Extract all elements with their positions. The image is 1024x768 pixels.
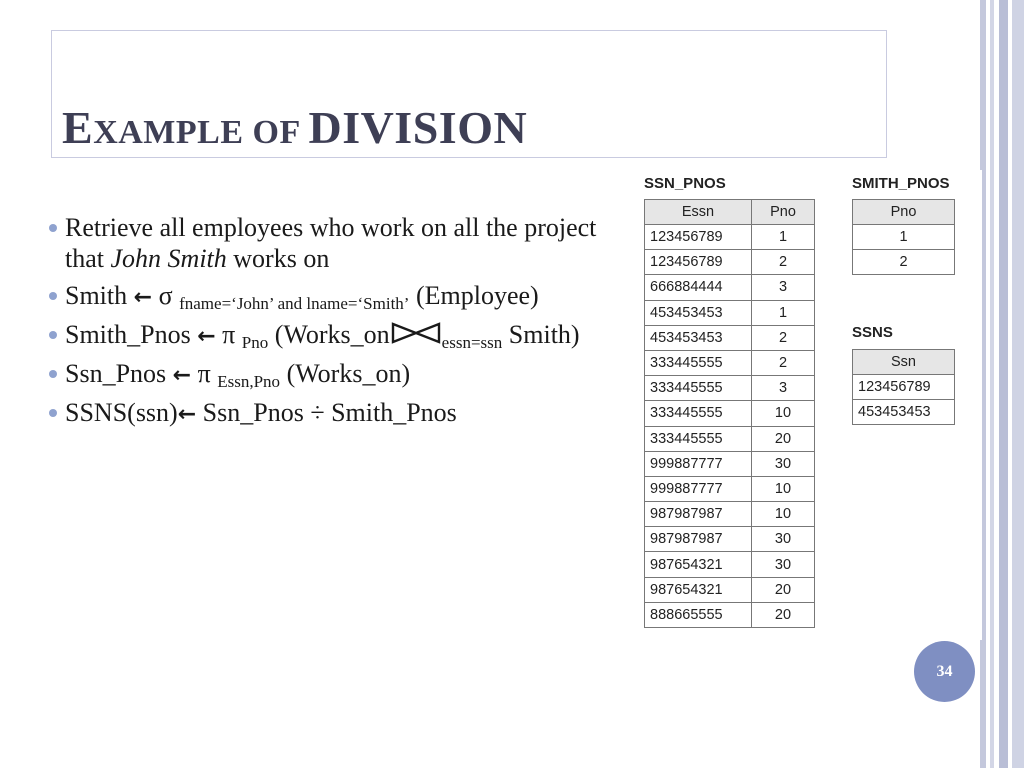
- table-row: [645, 476, 815, 501]
- table-cell: 333445555: [645, 401, 752, 426]
- bullet-subscript: Pno: [241, 333, 269, 352]
- table-row: [853, 375, 955, 400]
- table-row: [645, 401, 815, 426]
- table-row: [853, 250, 955, 275]
- table-cell: 2: [752, 350, 815, 375]
- table-cell: 2: [752, 325, 815, 350]
- bullet-text: SSNS(ssn): [65, 398, 178, 427]
- table-cell: 987654321: [645, 552, 752, 577]
- table-cell: 2: [752, 250, 815, 275]
- pi-symbol: π: [191, 359, 218, 388]
- bullet-item: [46, 319, 606, 352]
- table-cell: 30: [752, 527, 815, 552]
- table-row: [645, 275, 815, 300]
- table-cell: 20: [752, 602, 815, 627]
- bullet-dot-icon: [49, 292, 57, 300]
- decor-stripe: [1012, 0, 1024, 768]
- bullet-italic: John Smith: [110, 244, 227, 273]
- table-cell: 123456789: [853, 375, 955, 400]
- table-row: [645, 426, 815, 451]
- table-cell: 453453453: [645, 300, 752, 325]
- bullet-text: (Employee): [409, 281, 539, 310]
- table-cell: 333445555: [645, 426, 752, 451]
- table-row: [853, 400, 955, 425]
- table-cell: 888665555: [645, 602, 752, 627]
- bullet-text: Ssn_Pnos: [65, 359, 173, 388]
- bullet-text: (Works_on: [268, 320, 390, 349]
- bullet-text: (Works_on): [280, 359, 411, 388]
- bullet-dot-icon: [49, 331, 57, 339]
- table-cell: 20: [752, 426, 815, 451]
- table-ssns: [852, 349, 955, 425]
- table-row: [645, 325, 815, 350]
- table-row: [645, 527, 815, 552]
- bullet-subscript: essn=ssn: [441, 333, 503, 352]
- title-small-caps: XAMPLE OF: [93, 114, 309, 151]
- table-cell: 20: [752, 577, 815, 602]
- table-name-ssn-pnos: SSN_PNOS: [644, 175, 726, 192]
- table-cell: 30: [752, 552, 815, 577]
- table-cell: 453453453: [853, 400, 955, 425]
- pi-symbol: π: [215, 320, 242, 349]
- bullet-text: Ssn_Pnos ÷ Smith_Pnos: [196, 398, 457, 427]
- slide-title: [62, 102, 527, 159]
- bullet-item: [46, 358, 606, 391]
- bullet-text: Smith): [502, 320, 580, 349]
- decor-stripe: [990, 0, 994, 768]
- table-cell: 2: [853, 250, 955, 275]
- table-row: [645, 502, 815, 527]
- table-row: [645, 602, 815, 627]
- table-row: [645, 350, 815, 375]
- bullet-dot-icon: [49, 409, 57, 417]
- table-cell: 3: [752, 376, 815, 401]
- table-smith-pnos: [852, 199, 955, 275]
- table-cell: 999887777: [645, 451, 752, 476]
- bullet-dot-icon: [49, 224, 57, 232]
- title-first-letter: E: [62, 102, 94, 153]
- left-arrow-icon: ←: [133, 285, 153, 310]
- left-arrow-icon: ←: [197, 324, 216, 349]
- table-cell: 30: [752, 451, 815, 476]
- table-cell: 333445555: [645, 350, 752, 375]
- table-cell: 987654321: [645, 577, 752, 602]
- column-header: Essn: [645, 200, 752, 225]
- table-cell: 3: [752, 275, 815, 300]
- table-cell: 1: [853, 225, 955, 250]
- table-row: [645, 451, 815, 476]
- table-name-ssns: SSNS: [852, 324, 893, 341]
- table-cell: 666884444: [645, 275, 752, 300]
- table-cell: 1: [752, 300, 815, 325]
- table-row: [645, 552, 815, 577]
- left-arrow-icon: ←: [177, 402, 197, 427]
- bullet-subscript: fname=‘John’ and lname=‘Smith’: [179, 294, 410, 313]
- title-main: DIVISION: [308, 102, 528, 153]
- column-header: Pno: [853, 200, 955, 225]
- left-arrow-icon: ←: [172, 363, 192, 388]
- column-header: Pno: [752, 200, 815, 225]
- table-cell: 987987987: [645, 502, 752, 527]
- table-cell: 453453453: [645, 325, 752, 350]
- table-row: [645, 577, 815, 602]
- bullet-item: [46, 280, 606, 313]
- bullet-subscript: Essn,Pno: [217, 372, 281, 391]
- bullet-text: works on: [226, 244, 330, 273]
- table-cell: 123456789: [645, 250, 752, 275]
- table-ssn-pnos: [644, 199, 815, 628]
- decor-white-panel: [955, 170, 982, 640]
- table-row: [645, 300, 815, 325]
- table-cell: 123456789: [645, 225, 752, 250]
- sigma-symbol: σ: [152, 281, 180, 310]
- table-cell: 10: [752, 401, 815, 426]
- page-number-badge: 34: [914, 641, 975, 702]
- bullet-text: Retrieve all employees who work on all the project that: [65, 213, 597, 273]
- table-row: [645, 376, 815, 401]
- table-cell: 987987987: [645, 527, 752, 552]
- bullet-text: Smith: [65, 281, 134, 310]
- table-cell: 333445555: [645, 376, 752, 401]
- table-name-smith-pnos: SMITH_PNOS: [852, 175, 950, 192]
- table-row: [645, 225, 815, 250]
- table-cell: 10: [752, 502, 815, 527]
- decor-stripe: [999, 0, 1008, 768]
- bullet-text: Smith_Pnos: [65, 320, 198, 349]
- table-cell: 1: [752, 225, 815, 250]
- bullet-item: [46, 397, 606, 430]
- bullet-list: [46, 212, 606, 436]
- table-cell: 999887777: [645, 476, 752, 501]
- bullet-dot-icon: [49, 370, 57, 378]
- table-row: [645, 250, 815, 275]
- table-cell: 10: [752, 476, 815, 501]
- table-row: [853, 225, 955, 250]
- join-bowtie-icon: [390, 321, 442, 345]
- bullet-item: [46, 212, 606, 274]
- column-header: Ssn: [853, 350, 955, 375]
